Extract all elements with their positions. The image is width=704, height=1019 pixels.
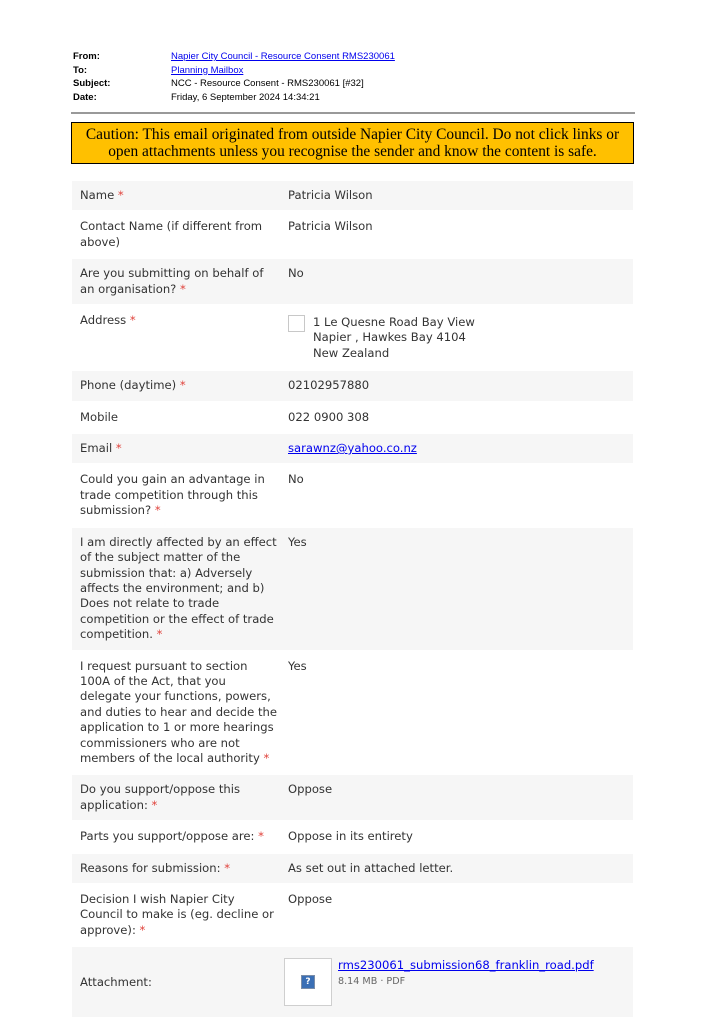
- phone-label: Phone (daytime) *: [80, 378, 186, 393]
- form-row-delegate: [72, 652, 633, 776]
- date-label: Date:: [73, 91, 97, 103]
- mobile-value: 022 0900 308: [288, 409, 370, 424]
- contact-name-label: Contact Name (if different from above): [80, 219, 263, 249]
- form-row-behalf: [72, 259, 633, 306]
- phone-value: 02102957880: [288, 378, 370, 393]
- subject-value: NCC - Resource Consent - RMS230061 [#32]: [171, 78, 364, 89]
- attachment-label: Attachment:: [80, 974, 152, 989]
- address-block: [288, 315, 625, 361]
- attachment-link[interactable]: rms230061_submission68_franklin_road.pdf: [338, 958, 594, 973]
- address-line-1: 1 Le Quesne Road Bay View: [313, 315, 475, 330]
- address-label: Address *: [80, 313, 136, 328]
- from-label: From:: [73, 51, 100, 62]
- required-marker: *: [129, 313, 136, 328]
- file-icon[interactable]: [284, 958, 332, 1006]
- form-row-mobile: [72, 403, 633, 434]
- submission-form: [72, 181, 633, 1019]
- name-value: Patricia Wilson: [288, 188, 373, 202]
- required-marker: *: [139, 922, 146, 937]
- attachment-card[interactable]: [288, 958, 625, 1006]
- behalf-value: No: [288, 266, 304, 281]
- email-link[interactable]: sarawnz@yahoo.co.nz: [288, 441, 417, 456]
- form-row-decision: [72, 885, 633, 947]
- affected-label: I am directly affected by an effect of the subject matter of the submission that: a) Adversely affects the environment; and b) Does not relate to trade competition or the effect of trade competition. *: [80, 534, 277, 642]
- broken-image-icon: ?: [301, 975, 315, 989]
- contact-name-value: Patricia Wilson: [288, 219, 373, 234]
- address-line-2: Napier , Hawkes Bay 4104: [313, 330, 466, 345]
- decision-value: Oppose: [288, 892, 333, 906]
- date-value: Friday, 6 September 2024 14:34:21: [171, 91, 320, 103]
- date-row: [73, 91, 633, 105]
- affected-value: Yes: [288, 534, 307, 549]
- required-marker: *: [151, 797, 158, 812]
- required-marker: *: [179, 378, 186, 393]
- subject-label: Subject:: [73, 78, 111, 89]
- support-value: Oppose: [288, 782, 333, 797]
- to-label: To:: [73, 64, 88, 76]
- form-row-address: [72, 306, 633, 371]
- required-marker: *: [154, 503, 161, 518]
- parts-label: Parts you support/oppose are: *: [80, 829, 264, 844]
- from-link[interactable]: Napier City Council - Resource Consent RMS230061: [171, 51, 395, 62]
- form-row-support: [72, 775, 633, 822]
- decision-label: Decision I wish Napier City Council to make is (eg. decline or approve): *: [80, 892, 274, 937]
- address-line-3: New Zealand: [313, 345, 390, 360]
- form-row-reasons: [72, 854, 633, 885]
- required-marker: *: [224, 860, 230, 875]
- form-row-parts: [72, 822, 633, 853]
- form-row-trade: [72, 465, 633, 527]
- attachment-meta: 8.14 MB · PDF: [338, 976, 406, 988]
- address-checkbox[interactable]: [288, 315, 305, 332]
- form-row-email: [72, 434, 633, 465]
- caution-banner: Caution: This email originated from outside Napier City Council. Do not click links or open attachments unless you recognise the sender and know the content is safe.: [71, 122, 634, 164]
- trade-label: Could you gain an advantage in trade competition through this submission? *: [80, 472, 265, 518]
- to-row: [73, 64, 633, 78]
- trade-value: No: [288, 472, 304, 487]
- required-marker: *: [180, 281, 186, 296]
- support-label: Do you support/oppose this application: *: [80, 782, 241, 812]
- reasons-label: Reasons for submission: *: [80, 860, 230, 875]
- required-marker: *: [117, 188, 124, 202]
- to-link[interactable]: Planning Mailbox: [171, 64, 244, 76]
- delegate-value: Yes: [288, 658, 307, 673]
- email-label: Email *: [80, 441, 122, 456]
- required-marker: *: [258, 829, 264, 844]
- required-marker: *: [263, 750, 270, 765]
- name-label: Name *: [80, 188, 124, 202]
- form-row-attachment: [72, 947, 633, 1019]
- behalf-label: Are you submitting on behalf of an organisation? *: [80, 266, 264, 296]
- mobile-label: Mobile: [80, 409, 119, 424]
- form-row-contact-name: [72, 212, 633, 259]
- form-row-phone: [72, 371, 633, 402]
- subject-row: [73, 77, 633, 91]
- reasons-value: As set out in attached letter.: [288, 860, 454, 875]
- form-row-affected: [72, 528, 633, 652]
- parts-value: Oppose in its entirety: [288, 829, 413, 844]
- from-row: [73, 50, 633, 64]
- form-row-name: [72, 181, 633, 212]
- delegate-label: I request pursuant to section 100A of the Act, that you delegate your functions, powers, and duties to hear and decide the application to 1 or more hearings commissioners who are not members of the local authority *: [80, 658, 277, 765]
- required-marker: *: [115, 441, 122, 456]
- email-header: [73, 50, 633, 104]
- required-marker: *: [156, 627, 163, 642]
- header-divider: [71, 112, 635, 114]
